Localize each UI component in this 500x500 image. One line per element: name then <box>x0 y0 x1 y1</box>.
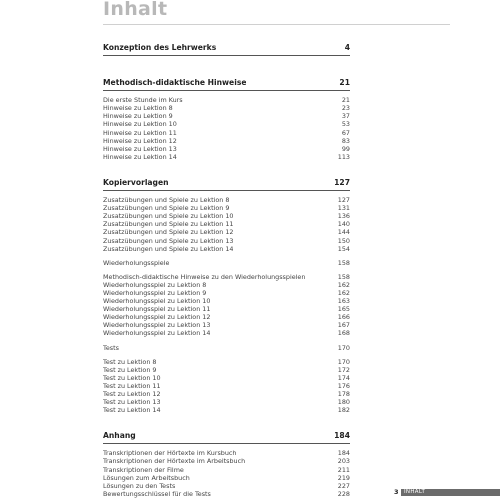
toc-entry-label: Test zu Lektion 12 <box>103 390 161 398</box>
toc-section-label: Kopiervorlagen <box>103 178 169 187</box>
toc-entry-label: Test zu Lektion 13 <box>103 398 161 407</box>
toc-entry-label: Methodisch-didaktische Hinweise zu den Wiederholungsspielen <box>103 272 306 281</box>
toc-entry[interactable] <box>103 96 350 104</box>
toc-entry-label: Zusatzübungen und Spiele zu Lektion 8 <box>103 196 230 205</box>
toc-section-label: Anhang <box>103 432 136 441</box>
toc-entry-page: 163 <box>337 297 350 306</box>
toc-entry[interactable] <box>103 220 350 228</box>
toc-entry-page: 167 <box>337 321 350 330</box>
toc-entry-label: Zusatzübungen und Spiele zu Lektion 9 <box>103 204 230 213</box>
toc-entry-label: Transkriptionen der Filme <box>103 465 184 474</box>
toc-entry-label: Hinweise zu Lektion 9 <box>103 112 173 121</box>
toc-entry[interactable] <box>103 329 350 337</box>
toc-entry-page: 166 <box>337 313 350 322</box>
toc-entry-page: 203 <box>337 457 350 466</box>
toc-section-anhang[interactable] <box>103 432 350 444</box>
toc-entry[interactable] <box>103 273 350 281</box>
toc-entry[interactable] <box>103 204 350 212</box>
toc-entry-label: Wiederholungsspiel zu Lektion 9 <box>103 288 207 297</box>
toc-entry-page: 165 <box>337 305 350 314</box>
toc-entry[interactable] <box>103 129 350 137</box>
toc-entry[interactable] <box>103 104 350 112</box>
toc-entry-label: Transkriptionen der Hörtexte im Kursbuch <box>103 449 237 458</box>
toc-entry-label: Hinweise zu Lektion 14 <box>103 152 177 161</box>
toc-section-konzeption[interactable] <box>103 44 350 56</box>
toc-entry[interactable] <box>103 212 350 220</box>
toc-entry[interactable] <box>103 297 350 305</box>
toc-entry-label: Wiederholungsspiele <box>103 258 170 267</box>
toc-entry-page: 158 <box>337 272 350 281</box>
toc-entry-page: 184 <box>337 449 350 458</box>
toc-entry-page: 178 <box>337 390 350 398</box>
toc-entry-page: 162 <box>337 288 350 297</box>
toc-entry-page: 131 <box>337 204 350 213</box>
toc-entry-label: Hinweise zu Lektion 10 <box>103 120 177 129</box>
toc-subheading-tests[interactable] <box>103 344 350 352</box>
toc-entry[interactable] <box>103 281 350 289</box>
toc-entry-label: Die erste Stunde im Kurs <box>103 96 183 105</box>
toc-entry-label: Tests <box>103 343 119 352</box>
toc-list-methodisch <box>103 96 350 161</box>
page-title: Inhalt <box>103 0 168 20</box>
toc-entry-label: Wiederholungsspiel zu Lektion 14 <box>103 329 211 338</box>
toc-entry[interactable] <box>103 153 350 161</box>
toc-entry-label: Test zu Lektion 8 <box>103 357 157 366</box>
toc-entry-label: Wiederholungsspiel zu Lektion 10 <box>103 297 211 306</box>
toc-entry-label: Zusatzübungen und Spiele zu Lektion 14 <box>103 244 234 253</box>
toc-entry-page: 150 <box>337 236 350 245</box>
toc-entry-label: Hinweise zu Lektion 8 <box>103 104 173 113</box>
toc-entry-page: 154 <box>337 244 350 253</box>
toc-entry-label: Test zu Lektion 10 <box>103 373 161 382</box>
toc-entry-label: Lösungen zu den Tests <box>103 481 176 490</box>
toc-entry-label: Test zu Lektion 11 <box>103 381 161 390</box>
footer-page-number: 3 <box>394 488 399 496</box>
toc-entry-page: 162 <box>337 280 350 289</box>
toc-entry-page: 227 <box>337 481 350 490</box>
toc-entry-page: 170 <box>337 343 350 352</box>
toc-list-tests <box>103 358 350 415</box>
toc-entry-page: 37 <box>341 112 350 121</box>
toc-section-page: 127 <box>334 177 350 187</box>
toc-entry-label: Zusatzübungen und Spiele zu Lektion 12 <box>103 228 234 237</box>
toc-section-label: Konzeption des Lehrwerks <box>103 44 217 52</box>
toc-entry-page: 67 <box>341 128 350 137</box>
toc-entry-label: Hinweise zu Lektion 12 <box>103 136 177 145</box>
toc-list-wiederholungsspiele <box>103 273 350 338</box>
toc-entry-label: Transkriptionen der Hörtexte im Arbeitsbuch <box>103 457 246 466</box>
page-footer <box>0 488 500 500</box>
toc-list-zusatzuebungen <box>103 196 350 253</box>
toc-entry[interactable] <box>103 382 350 390</box>
toc-entry-page: 83 <box>341 136 350 145</box>
toc-entry[interactable] <box>103 466 350 474</box>
toc-entry[interactable] <box>103 474 350 482</box>
toc-entry[interactable] <box>103 366 350 374</box>
toc-entry-page: 182 <box>337 406 350 415</box>
toc-entry-page: 53 <box>341 120 350 129</box>
toc-entry-label: Hinweise zu Lektion 13 <box>103 144 177 153</box>
toc-entry-page: 23 <box>341 104 350 113</box>
toc-entry-label: Zusatzübungen und Spiele zu Lektion 13 <box>103 236 234 245</box>
toc-entry-page: 211 <box>337 465 350 474</box>
toc-entry-page: 113 <box>337 152 350 161</box>
toc-entry[interactable] <box>103 305 350 313</box>
toc-subheading-wiederholungsspiele[interactable] <box>103 259 350 267</box>
toc-entry-page: 144 <box>337 228 350 237</box>
toc-entry-page: 127 <box>337 196 350 205</box>
toc-entry-page: 170 <box>337 357 350 366</box>
toc-entry-label: Wiederholungsspiel zu Lektion 8 <box>103 280 207 289</box>
toc-entry-label: Test zu Lektion 14 <box>103 406 161 415</box>
toc-entry-label: Zusatzübungen und Spiele zu Lektion 11 <box>103 220 234 229</box>
toc-entry[interactable] <box>103 457 350 465</box>
toc-entry[interactable] <box>103 196 350 204</box>
toc-entry[interactable] <box>103 374 350 382</box>
toc-entry-label: Lösungen zum Arbeitsbuch <box>103 473 190 482</box>
toc-section-kopiervorlagen[interactable] <box>103 179 350 191</box>
toc-entry-page: 99 <box>341 144 350 153</box>
toc-entry-label: Zusatzübungen und Spiele zu Lektion 10 <box>103 212 234 221</box>
toc-entry[interactable] <box>103 390 350 398</box>
table-of-contents <box>103 44 350 498</box>
toc-entry-page: 219 <box>337 473 350 482</box>
toc-entry[interactable] <box>103 145 350 153</box>
toc-entry-label: Wiederholungsspiel zu Lektion 11 <box>103 305 211 314</box>
toc-entry-label: Wiederholungsspiel zu Lektion 12 <box>103 313 211 322</box>
toc-entry[interactable] <box>103 406 350 414</box>
toc-entry[interactable] <box>103 120 350 128</box>
toc-entry[interactable] <box>103 137 350 145</box>
toc-entry-page: 228 <box>337 489 350 498</box>
toc-entry-label: Wiederholungsspiel zu Lektion 13 <box>103 321 211 330</box>
toc-entry-page: 176 <box>337 381 350 390</box>
toc-entry-label: Bewertungsschlüssel für die Tests <box>103 489 211 498</box>
toc-entry-page: 158 <box>337 258 350 267</box>
toc-entry[interactable] <box>103 398 350 406</box>
toc-entry[interactable] <box>103 237 350 245</box>
toc-section-label: Methodisch-didaktische Hinweise <box>103 79 247 88</box>
toc-section-page: 4 <box>344 43 350 52</box>
toc-entry-page: 174 <box>337 373 350 382</box>
toc-entry-page: 136 <box>337 212 350 221</box>
toc-entry-page: 168 <box>337 329 350 338</box>
toc-section-page: 21 <box>339 78 350 88</box>
toc-entry[interactable] <box>103 289 350 297</box>
toc-entry[interactable] <box>103 245 350 253</box>
toc-entry[interactable] <box>103 313 350 321</box>
toc-entry-page: 180 <box>337 398 350 407</box>
toc-section-methodisch[interactable] <box>103 79 350 91</box>
footer-label: INHALT <box>404 489 426 495</box>
toc-entry[interactable] <box>103 112 350 120</box>
toc-entry[interactable] <box>103 321 350 329</box>
header-divider <box>103 24 450 25</box>
toc-entry-label: Test zu Lektion 9 <box>103 365 157 374</box>
toc-entry-label: Hinweise zu Lektion 11 <box>103 128 177 137</box>
toc-section-page: 184 <box>334 431 350 441</box>
toc-entry-page: 172 <box>337 365 350 374</box>
toc-entry-page: 140 <box>337 220 350 229</box>
toc-entry[interactable] <box>103 228 350 236</box>
toc-entry[interactable] <box>103 358 350 366</box>
toc-entry-page: 21 <box>341 96 350 105</box>
toc-entry[interactable] <box>103 449 350 457</box>
